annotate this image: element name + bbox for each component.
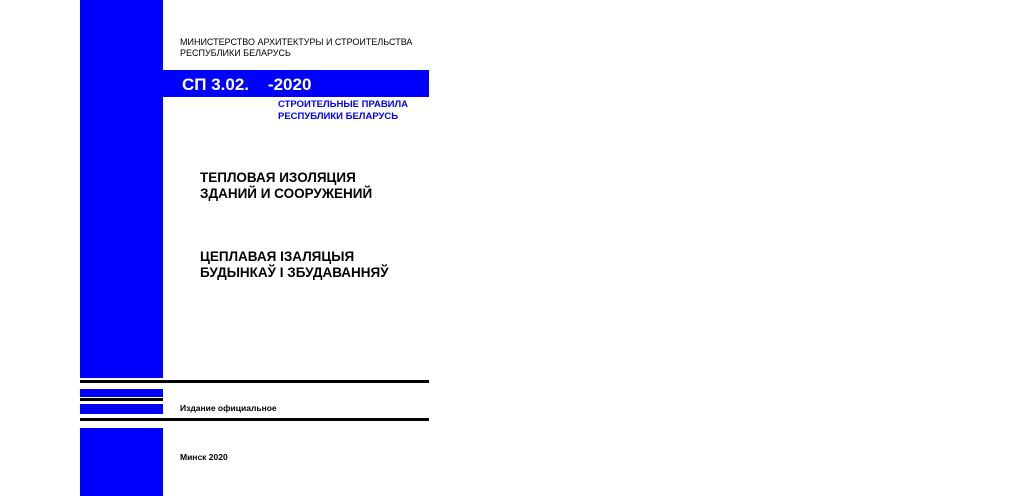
title-ru-line-1: ТЕПЛОВАЯ ИЗОЛЯЦИЯ [200, 170, 356, 185]
divider-rule [80, 398, 163, 401]
title-belarusian [200, 249, 389, 281]
divider-rule [80, 380, 429, 383]
rules-subtitle [278, 99, 408, 123]
document-cover [80, 0, 429, 496]
blue-side-bar [80, 0, 163, 378]
edition-label: Издание официальное [180, 403, 277, 413]
ministry-name [180, 37, 412, 59]
document-code: СП 3.02. -2020 [182, 75, 312, 94]
ministry-line-1: МИНИСТЕРСТВО АРХИТЕКТУРЫ И СТРОИТЕЛЬСТВА [180, 37, 413, 47]
title-by-line-1: ЦЕПЛАВАЯ ІЗАЛЯЦЫЯ [200, 249, 355, 264]
ministry-line-2: РЕСПУБЛИКИ БЕЛАРУСЬ [180, 48, 291, 58]
blue-stripe [80, 389, 163, 397]
rules-line-2: РЕСПУБЛИКИ БЕЛАРУСЬ [278, 111, 399, 122]
city-year-label: Минск 2020 [180, 452, 228, 462]
blue-stripe [80, 404, 163, 414]
divider-rule [80, 418, 429, 421]
title-ru-line-2: ЗДАНИЙ И СООРУЖЕНИЙ [200, 186, 373, 201]
title-by-line-2: БУДЫНКАЎ І ЗБУДАВАННЯЎ [200, 265, 389, 280]
blue-side-bar-bottom [80, 428, 163, 496]
rules-line-1: СТРОИТЕЛЬНЫЕ ПРАВИЛА [278, 99, 409, 110]
title-russian [200, 170, 372, 202]
